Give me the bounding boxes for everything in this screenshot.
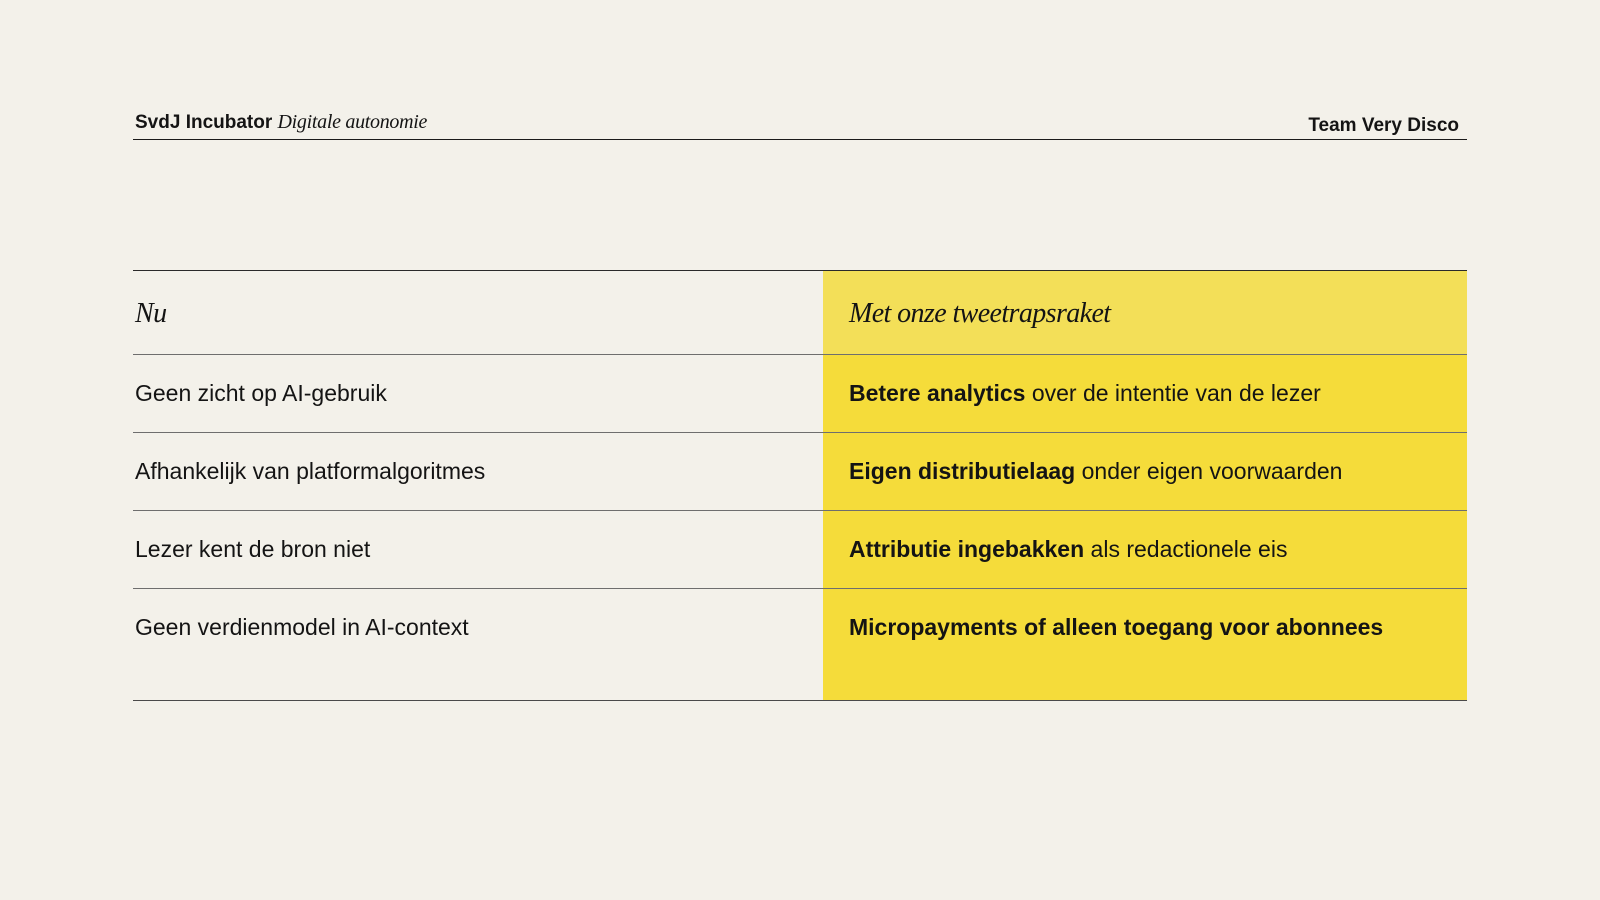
now-cell: Afhankelijk van platformalgoritmes: [135, 458, 486, 484]
new-cell-bold: Attributie ingebakken: [849, 536, 1085, 562]
new-cell-rest: onder eigen voorwaarden: [1075, 458, 1343, 484]
table-row: [133, 588, 1467, 700]
slide-header: [133, 108, 1467, 140]
column-header-now: Nu: [135, 297, 167, 329]
brand: [135, 111, 427, 134]
team-name: Team Very Disco: [1308, 115, 1459, 136]
new-cell: [823, 355, 1467, 432]
table-row: [133, 510, 1467, 588]
new-cell-rest: over de intentie van de lezer: [1025, 380, 1321, 406]
comparison-table: [133, 270, 1467, 701]
new-cell: [823, 511, 1467, 588]
table-row: [133, 432, 1467, 510]
column-header-new: Met onze tweetrapsraket: [823, 271, 1467, 354]
table-row: [133, 354, 1467, 432]
new-cell-bold: Betere analytics: [849, 380, 1026, 406]
new-cell-bold: Micropayments of alleen toegang voor abonnees: [849, 614, 1384, 640]
new-cell: [823, 589, 1467, 700]
brand-name: SvdJ Incubator: [135, 112, 273, 133]
table-header-row: [133, 271, 1467, 354]
new-cell: [823, 433, 1467, 510]
now-cell: Lezer kent de bron niet: [135, 536, 371, 562]
now-cell: Geen verdienmodel in AI-context: [135, 614, 469, 640]
new-cell-rest: als redactionele eis: [1084, 536, 1288, 562]
brand-subtitle: Digitale autonomie: [277, 111, 428, 133]
now-cell: Geen zicht op AI-gebruik: [135, 380, 387, 406]
new-cell-bold: Eigen distributielaag: [849, 458, 1076, 484]
